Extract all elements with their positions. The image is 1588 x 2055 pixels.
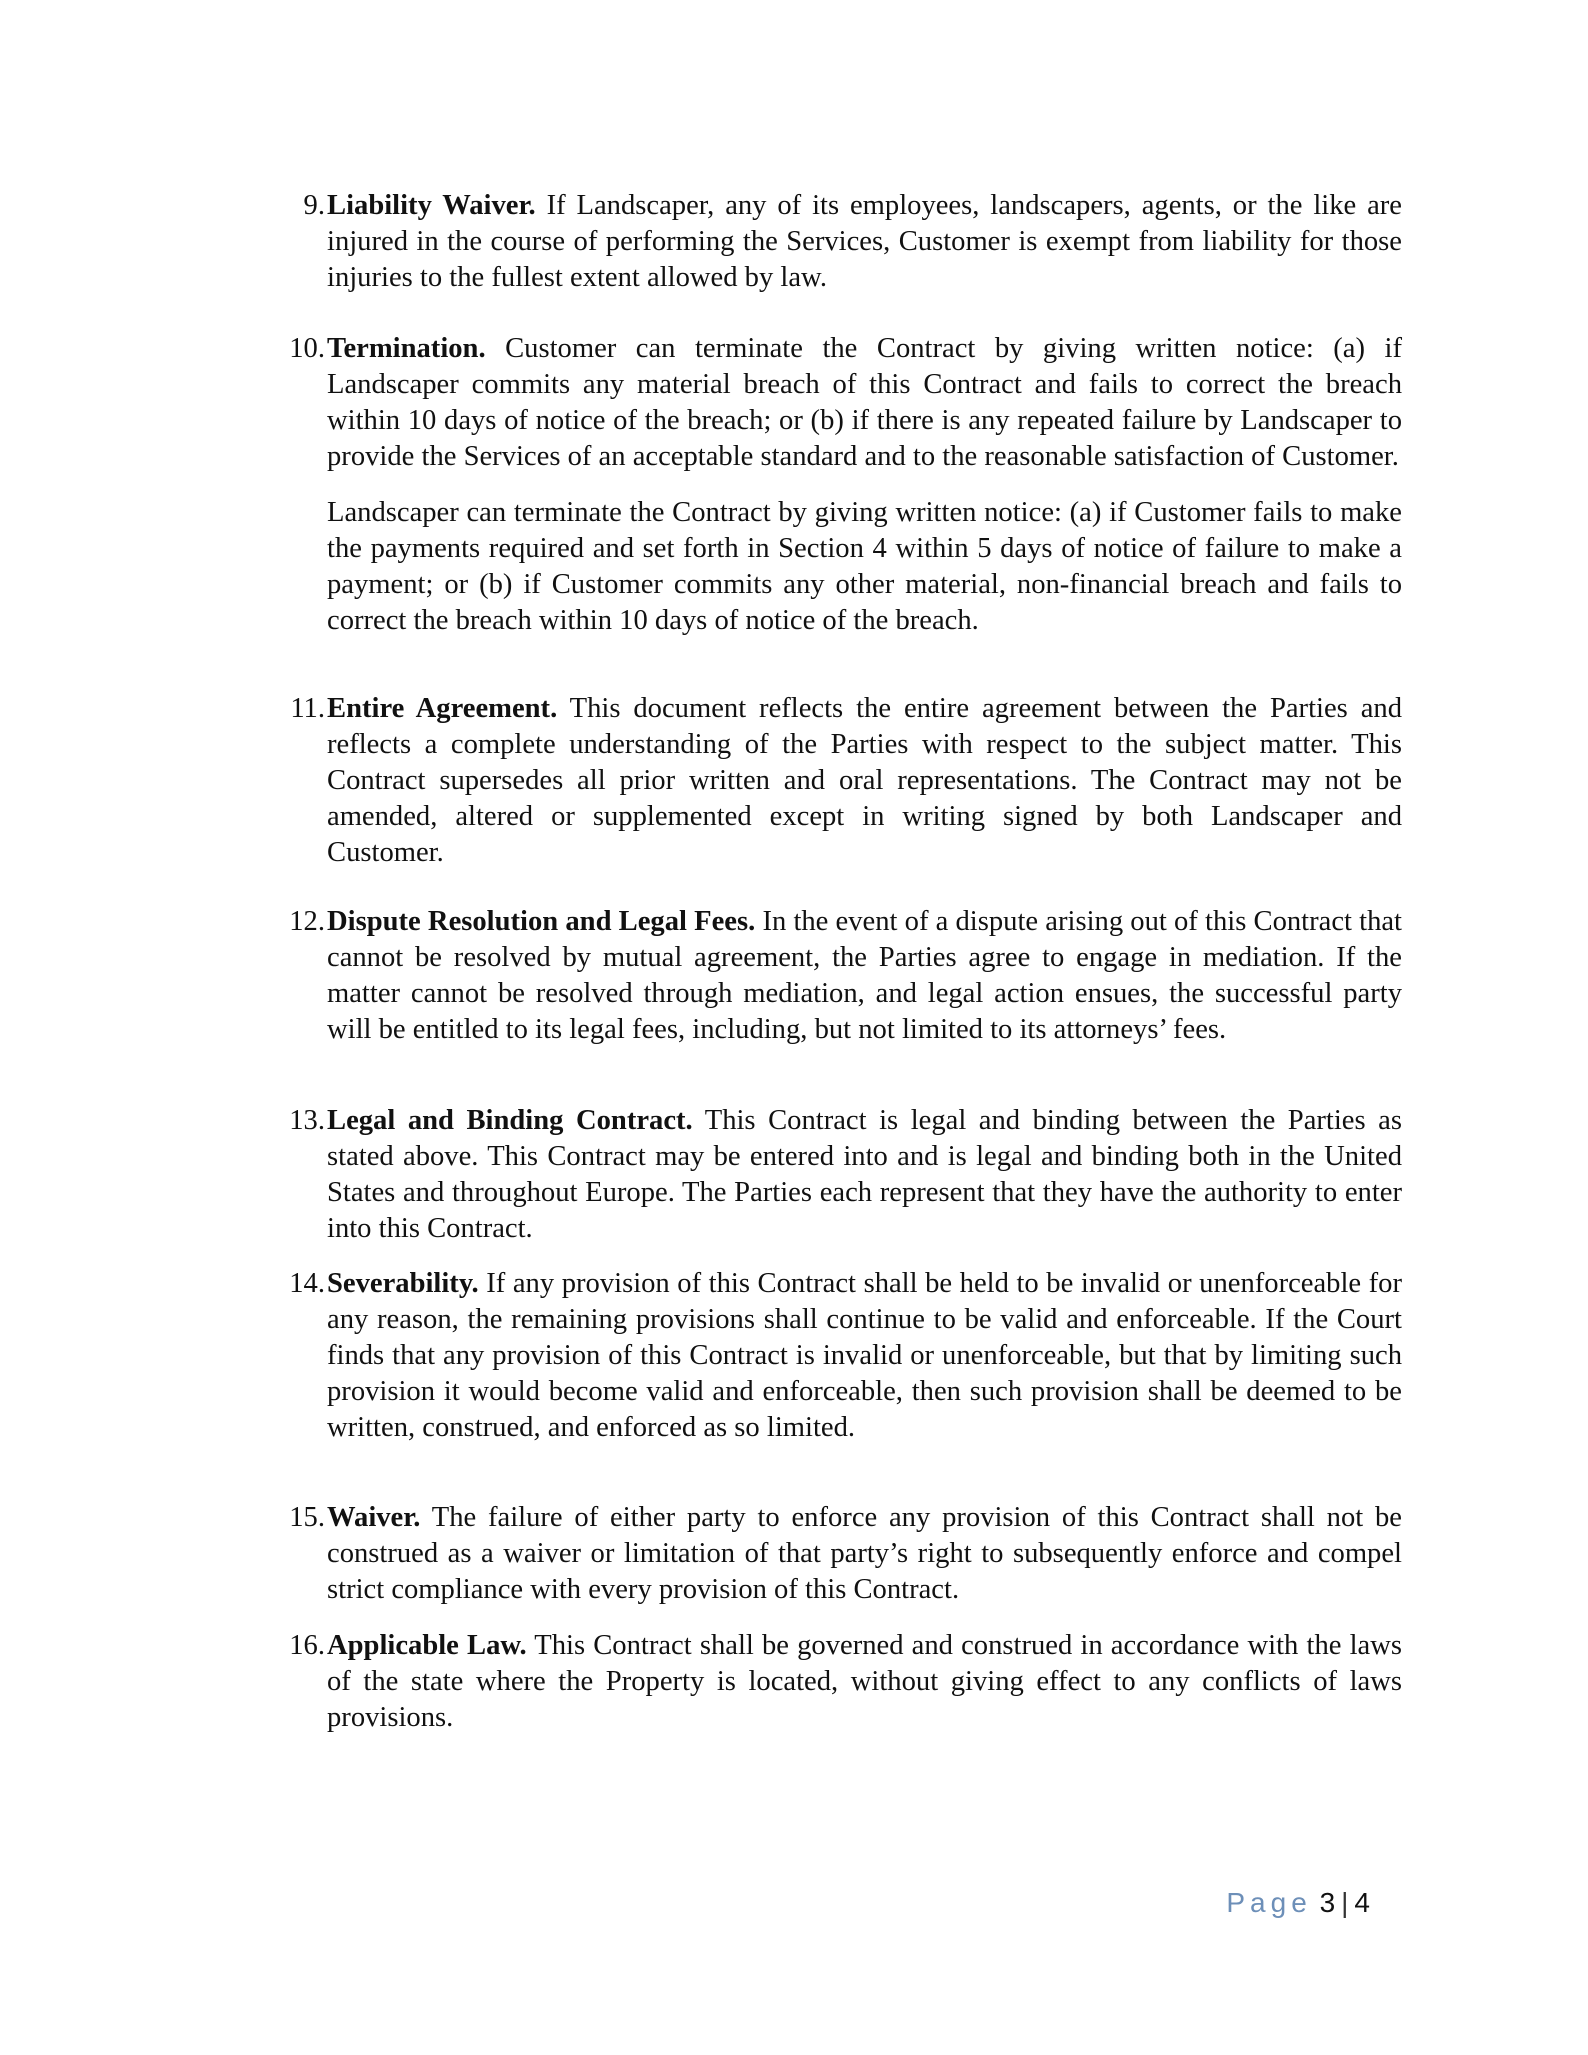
section-body xyxy=(327,1628,1402,1736)
section-heading: Applicable Law. xyxy=(327,1630,527,1661)
section-paragraph xyxy=(327,691,1402,871)
section-number: 13. xyxy=(289,1105,325,1136)
section-heading: Severability. xyxy=(327,1268,479,1299)
section-paragraph xyxy=(327,1266,1402,1446)
section-paragraph xyxy=(327,331,1402,475)
section-number: 9. xyxy=(303,190,325,221)
section-number: 11. xyxy=(290,693,325,724)
section-text: This Contract is legal and binding between the Parties as stated above. This Contract may be entered into and is legal and binding both in the United States and throughout Europe. The Parties each represent that they have the authority to enter into this Contract. xyxy=(327,1105,1402,1244)
section-heading: Waiver. xyxy=(327,1502,421,1533)
section-number: 15. xyxy=(289,1502,325,1533)
section-number: 16. xyxy=(289,1630,325,1661)
section-text: This Contract shall be governed and construed in accordance with the laws of the state where the Property is located, without giving effect to any conflicts of laws provisions. xyxy=(327,1630,1402,1733)
section-text: The failure of either party to enforce any provision of this Contract shall not be construed as a waiver or limitation of that party’s right to subsequently enforce and compel strict compliance with every provision of this Contract. xyxy=(327,1502,1402,1605)
page-label: Page xyxy=(1226,1887,1312,1918)
section-body xyxy=(327,691,1402,871)
section-text: In the event of a dispute arising out of this Contract that cannot be resolved by mutual agreement, the Parties agree to engage in mediation. If the matter cannot be resolved through mediation, and legal action ensues, the successful party will be entitled to its legal fees, including, but not limited to its attorneys’ fees. xyxy=(327,906,1403,1045)
section-body xyxy=(327,1500,1402,1608)
section-paragraph xyxy=(327,188,1402,296)
section-body xyxy=(327,904,1402,1048)
section-paragraph xyxy=(327,1500,1402,1608)
section-heading: Liability Waiver. xyxy=(327,190,536,221)
section-text: If any provision of this Contract shall be held to be invalid or unenforceable for any reason, the remaining provisions shall continue to be valid and enforceable. If the Court finds that any provision of this Contract is invalid or unenforceable, but that by limiting such provision it would become valid and enforceable, then such provision shall be deemed to be written, construed, and enforced as so limited. xyxy=(327,1268,1402,1443)
section-heading: Legal and Binding Contract. xyxy=(327,1105,693,1136)
section-text: If Landscaper, any of its employees, landscapers, agents, or the like are injured in the course of performing the Services, Customer is exempt from liability for those injuries to the fullest extent allowed by law. xyxy=(327,190,1402,293)
section-number: 10. xyxy=(289,333,325,364)
section-text: This document reflects the entire agreement between the Parties and reflects a complete understanding of the Parties with respect to the subject matter. This Contract supersedes all prior written and oral representations. The Contract may not be amended, altered or supplemented except in writing signed by both Landscaper and Customer. xyxy=(327,693,1402,868)
section-heading: Dispute Resolution and Legal Fees. xyxy=(327,906,756,937)
page-separator: | xyxy=(1341,1887,1349,1918)
section-paragraph xyxy=(327,1103,1402,1247)
page-footer xyxy=(1120,1886,1370,1920)
section-paragraph-2: Landscaper can terminate the Contract by giving written notice: (a) if Customer fails to make the payments required and set forth in Section 4 within 5 days of notice of failure to make a payment; or (b) if Customer commits any other material, non-financial breach and fails to correct the breach within 10 days of notice of the breach. xyxy=(327,497,1402,636)
section-body xyxy=(327,331,1402,639)
section-paragraph xyxy=(327,1628,1402,1736)
section-paragraph xyxy=(327,904,1402,1048)
section-heading: Entire Agreement. xyxy=(327,693,558,724)
total-page-count: 4 xyxy=(1354,1887,1370,1918)
section-text: Customer can terminate the Contract by giving written notice: (a) if Landscaper commits any material breach of this Contract and fails to correct the breach within 10 days of notice of the breach; or (b) if there is any repeated failure by Landscaper to provide the Services of an acceptable standard and to the reasonable satisfaction of Customer. xyxy=(327,333,1402,472)
section-number: 12. xyxy=(289,906,325,937)
section-heading: Termination. xyxy=(327,333,486,364)
section-body xyxy=(327,188,1402,296)
current-page-number: 3 xyxy=(1319,1887,1336,1918)
section-number: 14. xyxy=(289,1268,325,1299)
section-body xyxy=(327,1266,1402,1446)
section-body xyxy=(327,1103,1402,1247)
